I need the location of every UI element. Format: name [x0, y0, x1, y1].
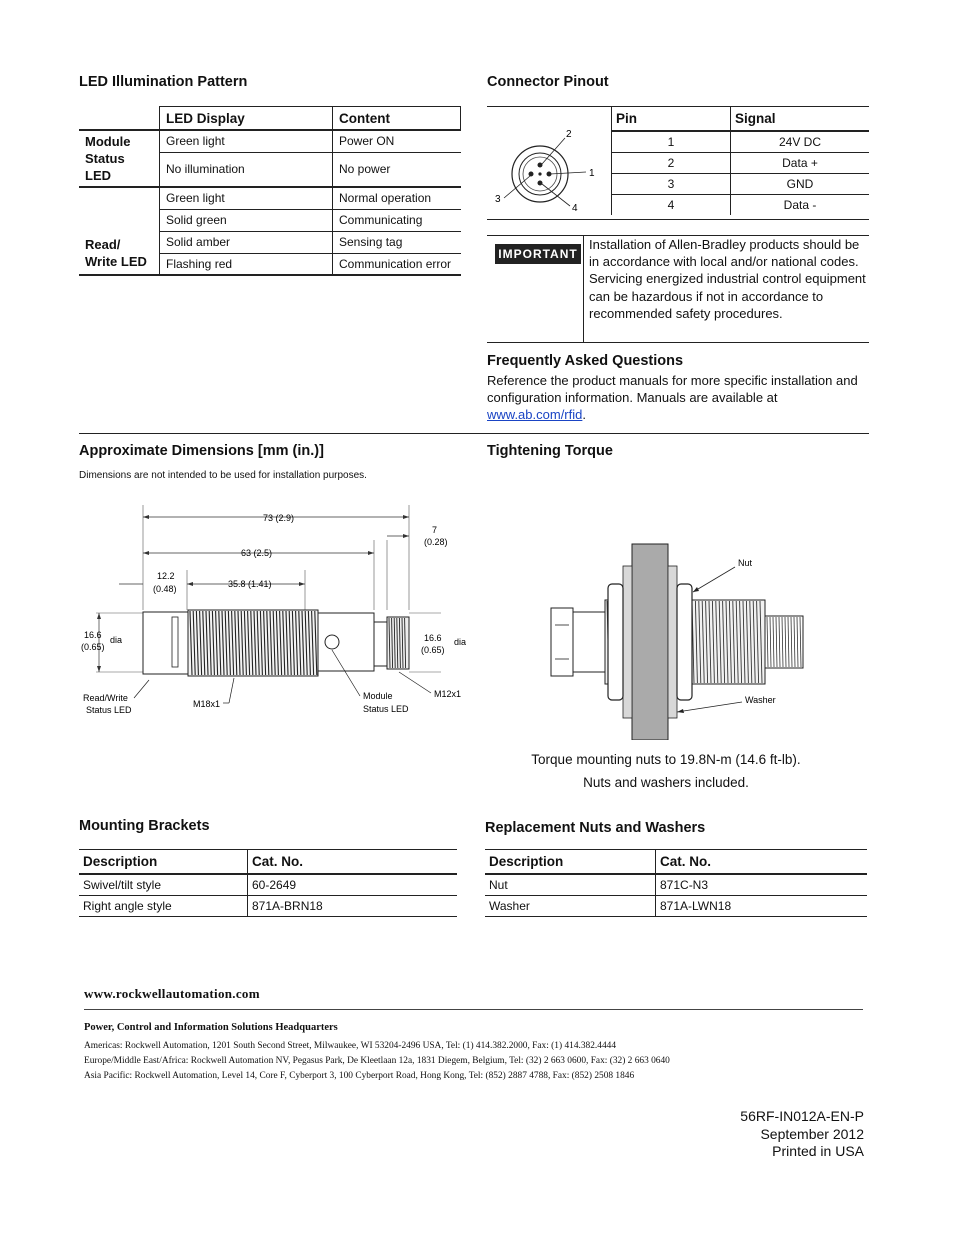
dim-dia-left-a: 16.6 — [84, 630, 102, 640]
brackets-col-cat: Cat. No. — [248, 850, 458, 875]
bracket-desc: Swivel/tilt style — [79, 874, 248, 896]
important-box — [487, 235, 869, 343]
bracket-desc: Right angle style — [79, 896, 248, 917]
dim-dia-right-c: dia — [454, 637, 467, 647]
dim-end-a: 7 — [432, 525, 438, 535]
dim-dia-right-b: (0.65) — [421, 645, 445, 655]
brackets-table — [79, 849, 457, 917]
pin-label: 3 — [495, 194, 501, 205]
module-status-led-label: Module Status LED — [85, 134, 131, 183]
nut-cat: 871A-LWN18 — [656, 896, 868, 917]
dim-dia-left-b: (0.65) — [81, 642, 105, 652]
led-row-display: Green light — [160, 130, 333, 152]
led-row-content: Communication error — [333, 253, 461, 275]
washer-label: Washer — [745, 695, 776, 705]
nut-cat: 871C-N3 — [656, 874, 868, 896]
label-rw-led-a: Read/Write — [83, 693, 128, 703]
footer-pubinfo — [740, 1108, 864, 1161]
torque-title: Tightening Torque — [487, 443, 613, 459]
bracket-cat: 60-2649 — [248, 874, 458, 896]
led-col-content: Content — [333, 107, 461, 131]
faq-text — [487, 372, 867, 423]
led-col-display: LED Display — [160, 107, 333, 131]
led-row-display: Flashing red — [160, 253, 333, 275]
footer-website: www.rockwellautomation.com — [84, 986, 260, 1001]
torque-drawing — [548, 540, 808, 740]
signal-cell: GND — [731, 174, 870, 195]
dim-led-offset-b: (0.48) — [153, 584, 177, 594]
pin-label: 2 — [566, 129, 572, 140]
read-write-led-label: Read/ Write LED — [85, 237, 147, 269]
pin-cell: 3 — [612, 174, 731, 195]
nut-desc: Washer — [485, 896, 656, 917]
footer-americas: Americas: Rockwell Automation, 1201 South Second Street, Milwaukee, WI 53204-2496 USA, Tel: (1) 414.382.2000, Fax: (1) 414.382.4444 — [84, 1041, 617, 1051]
nut-label: Nut — [738, 558, 753, 568]
signal-cell: Data - — [731, 195, 870, 216]
brackets-title: Mounting Brackets — [79, 818, 210, 834]
pub-date: September 2012 — [760, 1125, 864, 1142]
led-section-title: LED Illumination Pattern — [79, 74, 248, 90]
dim-body: 63 (2.5) — [241, 548, 273, 558]
important-badge: IMPORTANT — [495, 244, 581, 264]
faq-period: . — [582, 407, 586, 422]
dim-overall: 73 (2.9) — [263, 513, 295, 523]
footer-asia: Asia Pacific: Rockwell Automation, Level 14, Core F, Cyberport 3, 100 Cyberport Road, Hong Kong, Tel: (852) 2887 4788, Fax: (852) 2508 1846 — [84, 1071, 635, 1081]
bracket-cat: 871A-BRN18 — [248, 896, 458, 917]
led-row-display: No illumination — [160, 152, 333, 187]
footer-divider — [84, 1009, 863, 1010]
pin-cell: 2 — [612, 153, 731, 174]
dimensions-title: Approximate Dimensions [mm (in.)] — [79, 443, 324, 459]
brackets-col-desc: Description — [79, 850, 248, 875]
printed-in: Printed in USA — [772, 1143, 864, 1159]
section-divider — [79, 433, 869, 434]
led-row-content: Normal operation — [333, 187, 461, 209]
nut-desc: Nut — [485, 874, 656, 896]
label-mod-led-b: Status LED — [363, 704, 409, 714]
led-row-content: Sensing tag — [333, 231, 461, 253]
dim-end-b: (0.28) — [424, 537, 448, 547]
dim-thread-len: 35.8 (1.41) — [228, 579, 272, 589]
pin-cell: 4 — [612, 195, 731, 216]
dim-dia-left-c: dia — [110, 635, 123, 645]
pin-label: 4 — [572, 203, 578, 214]
led-row-content: No power — [333, 152, 461, 187]
nuts-table — [485, 849, 867, 917]
led-row-content: Communicating — [333, 209, 461, 231]
pin-col: Pin — [612, 107, 731, 132]
led-table — [79, 106, 461, 276]
pin-cell: 1 — [612, 131, 731, 153]
footer-hq: Power, Control and Information Solutions Headquarters — [84, 1022, 338, 1033]
faq-body: Reference the product manuals for more specific installation and configuration information. Manuals are available at — [487, 373, 858, 405]
nuts-col-desc: Description — [485, 850, 656, 875]
torque-line2: Nuts and washers included. — [583, 775, 749, 790]
dim-dia-right-a: 16.6 — [424, 633, 442, 643]
led-row-display: Solid amber — [160, 231, 333, 253]
important-text: Installation of Allen-Bradley products should be in accordance with local and/or national codes. Servicing energized industrial control equipment can be hazardous if not in accordance to recommended safety procedures. — [589, 237, 866, 321]
pinout-table — [611, 106, 869, 215]
nuts-col-cat: Cat. No. — [656, 850, 868, 875]
dimensions-note: Dimensions are not intended to be used for installation purposes. — [79, 470, 367, 481]
footer-europe: Europe/Middle East/Africa: Rockwell Automation NV, Pegasus Park, De Kleetlaan 12a, 1831 Diegem, Belgium, Tel: (32) 2 663 0600, Fax: (32) 2 663 0640 — [84, 1056, 670, 1066]
label-mod-led-a: Module — [363, 691, 393, 701]
pub-number: 56RF-IN012A-EN-P — [740, 1108, 864, 1124]
signal-cell: 24V DC — [731, 131, 870, 153]
rfid-link[interactable]: www.ab.com/rfid — [487, 407, 583, 422]
dimensions-drawing — [79, 500, 479, 730]
signal-cell: Data + — [731, 153, 870, 174]
led-row-content: Power ON — [333, 130, 461, 152]
connector-section-title: Connector Pinout — [487, 74, 609, 90]
important-divider — [583, 236, 584, 342]
pin-label: 1 — [589, 168, 595, 179]
signal-col: Signal — [731, 107, 870, 132]
connector-diagram — [490, 120, 608, 216]
label-m18: M18x1 — [193, 699, 221, 709]
dim-led-offset-a: 12.2 — [157, 571, 175, 581]
label-m12: M12x1 — [434, 689, 462, 699]
led-row-display: Green light — [160, 187, 333, 209]
nuts-title: Replacement Nuts and Washers — [485, 820, 706, 836]
led-row-display: Solid green — [160, 209, 333, 231]
torque-line1: Torque mounting nuts to 19.8N-m (14.6 ft-lb). — [531, 752, 801, 767]
faq-title: Frequently Asked Questions — [487, 353, 684, 369]
label-rw-led-b: Status LED — [86, 705, 132, 715]
